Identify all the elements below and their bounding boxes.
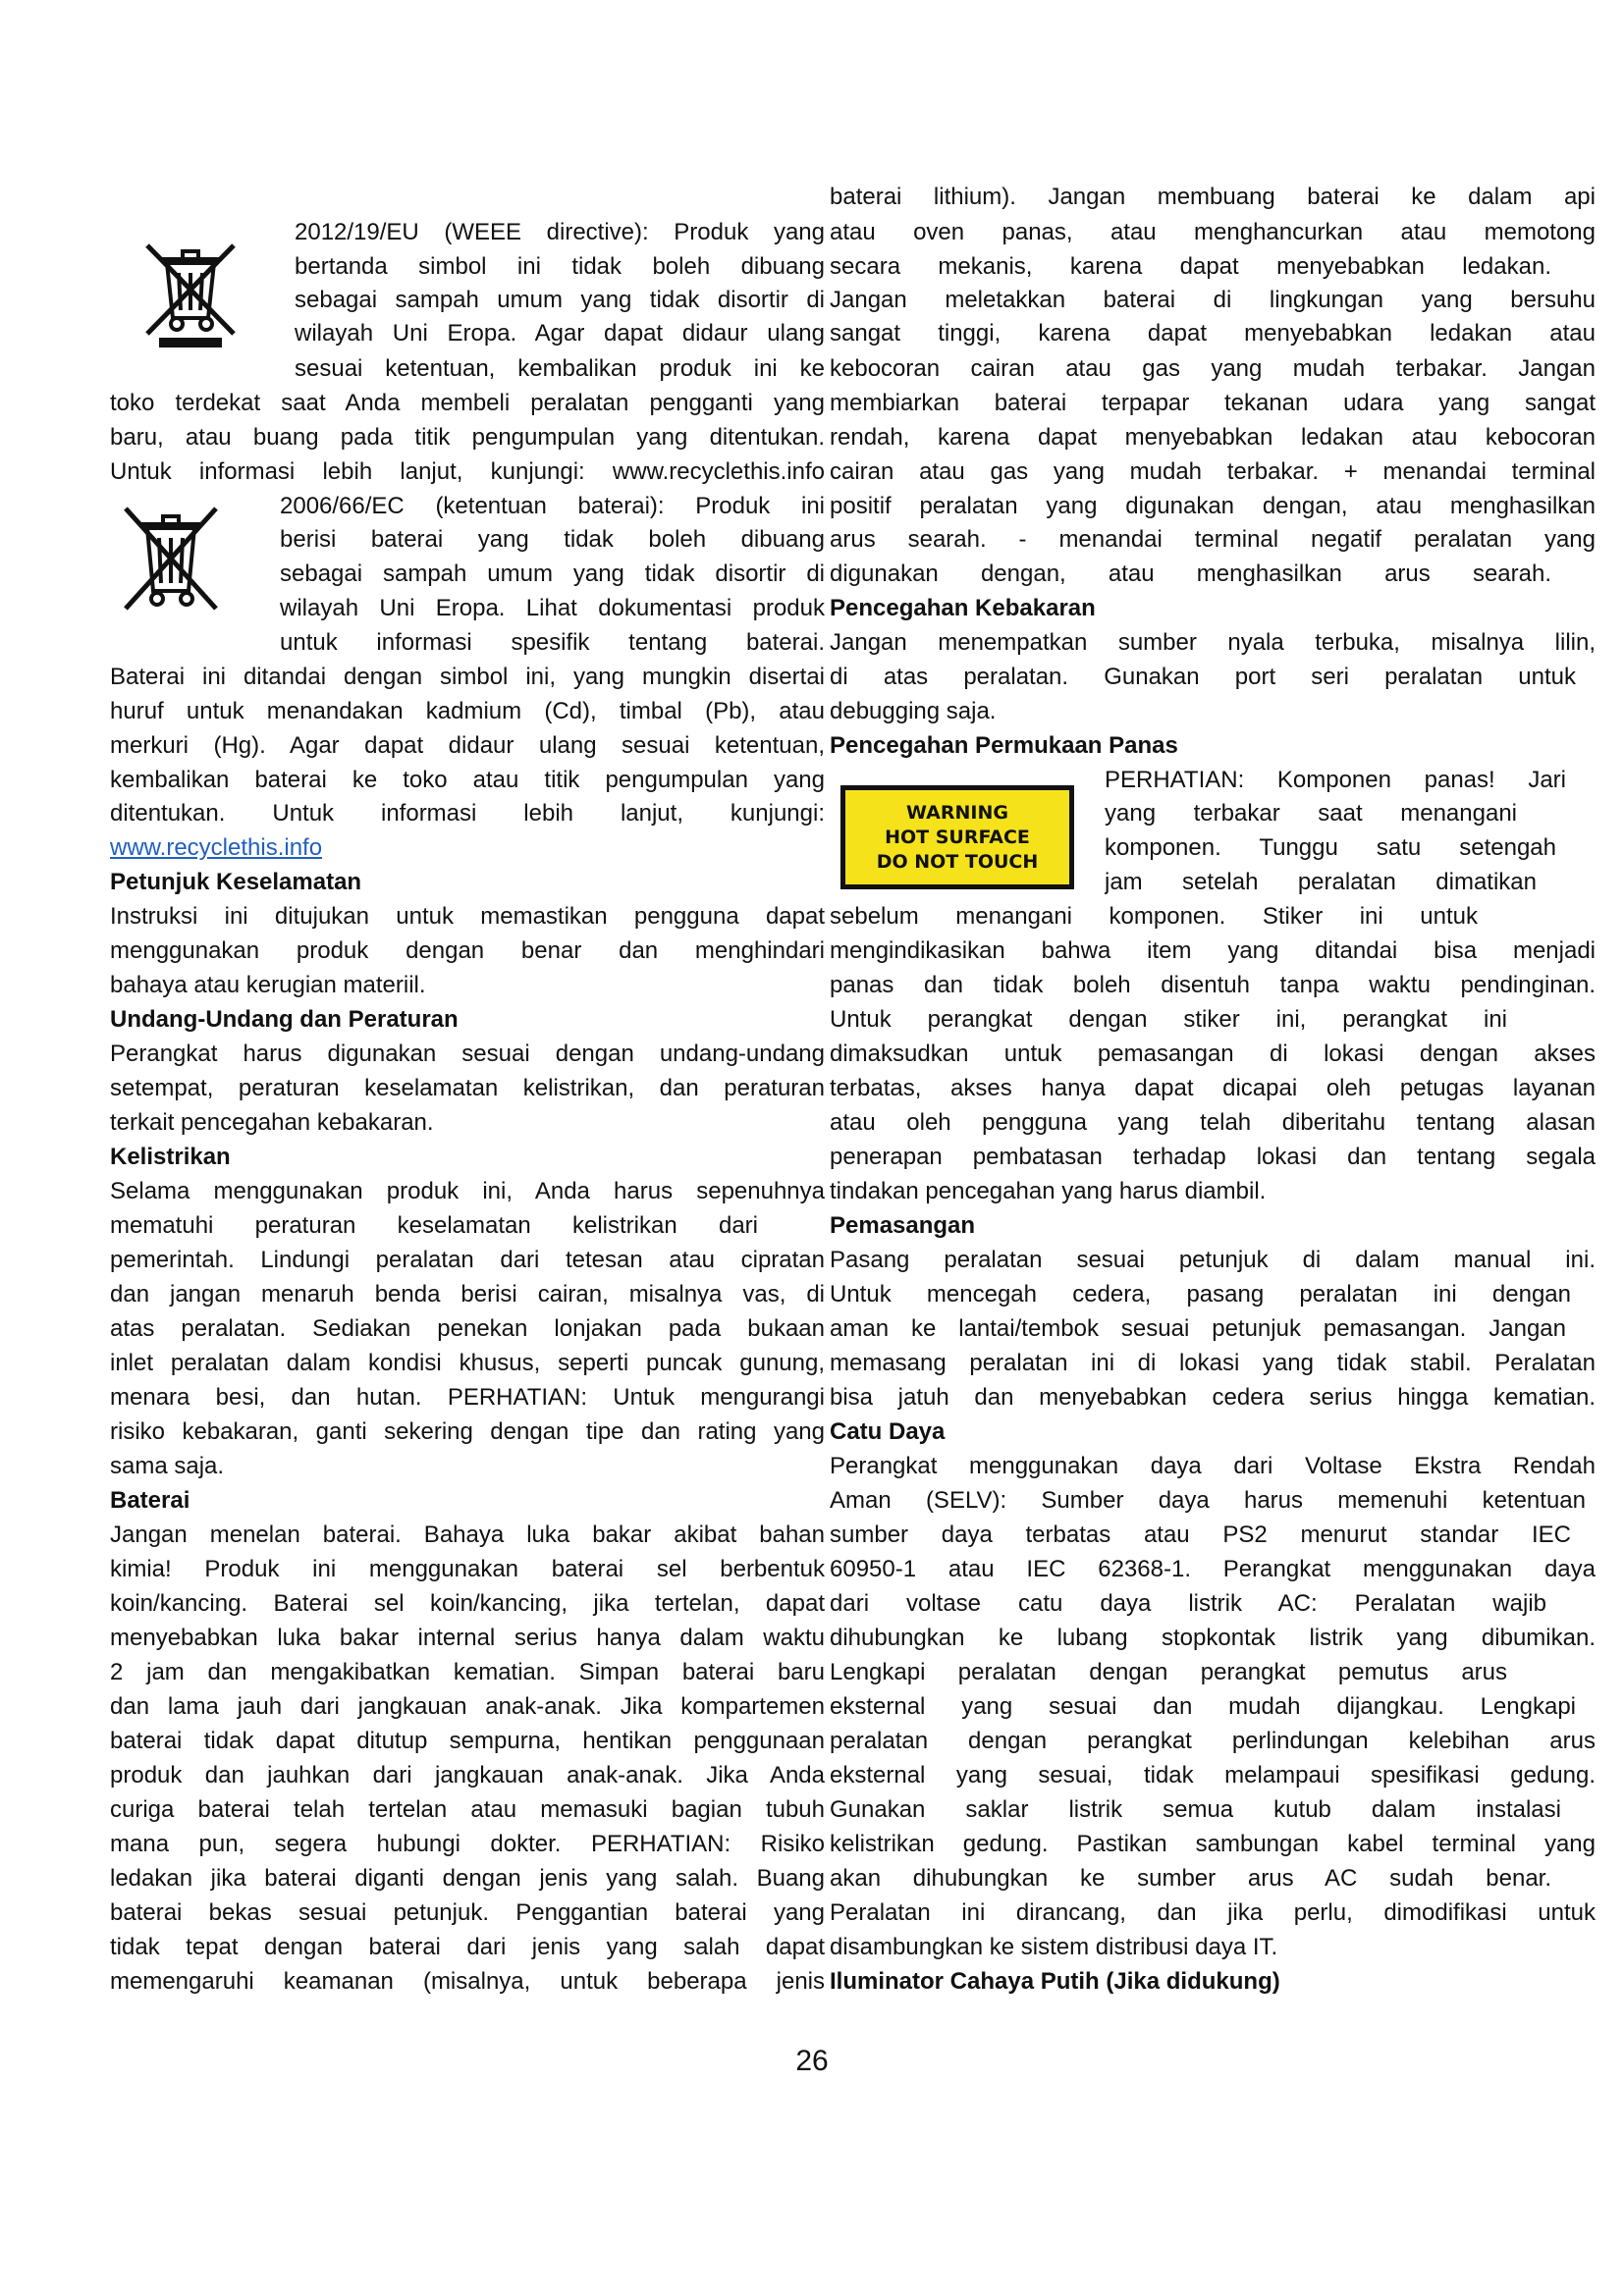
left-text-line: berisi baterai yang tidak boleh dibuang: [280, 526, 825, 553]
right-text-line: Jangan menempatkan sumber nyala terbuka, misalnya lilin,: [830, 629, 1596, 656]
right-text-line: arus searah. - menandai terminal negatif peralatan yang: [830, 526, 1596, 553]
left-text-line: menggunakan produk dengan benar dan menghindari: [110, 937, 825, 964]
left-text-line: 2 jam dan mengakibatkan kematian. Simpan baterai baru: [110, 1659, 825, 1685]
right-text-line: Untuk mencegah cedera, pasang peralatan ini dengan: [830, 1281, 1571, 1308]
left-text-line: sama saja.: [110, 1453, 225, 1479]
left-text-line: dan lama jauh dari jangkauan anak-anak. Jika kompartemen: [110, 1693, 825, 1720]
left-text-line: huruf untuk menandakan kadmium (Cd), timbal (Pb), atau: [110, 698, 825, 724]
left-text-line: 2006/66/EC (ketentuan baterai): Produk ini: [280, 493, 825, 519]
warning-sign-line: WARNING: [906, 801, 1008, 824]
right-heading: Iluminator Cahaya Putih (Jika didukung): [830, 1968, 1280, 1995]
left-text-line: sesuai ketentuan, kembalikan produk ini ke: [295, 355, 825, 382]
right-text-line: 60950-1 atau IEC 62368-1. Perangkat menggunakan daya: [830, 1556, 1596, 1582]
right-text-line: cairan atau gas yang mudah terbakar. + menandai terminal: [830, 458, 1596, 485]
right-text-line: digunakan dengan, atau menghasilkan arus searah.: [830, 561, 1551, 587]
right-text-line: memasang peralatan ini di lokasi yang tidak stabil. Peralatan: [830, 1350, 1596, 1376]
left-text-line: mana pun, segera hubungi dokter. PERHATIAN: Risiko: [110, 1831, 825, 1857]
left-text-line: tidak tepat dengan baterai dari jenis yang salah dapat: [110, 1934, 825, 1960]
right-text-line: komponen. Tunggu satu setengah: [1105, 834, 1556, 861]
left-text-line: 2012/19/EU (WEEE directive): Produk yang: [295, 219, 825, 245]
right-heading: Pencegahan Kebakaran: [830, 595, 1096, 621]
right-text-line: rendah, karena dapat menyebabkan ledakan atau kebocoran: [830, 424, 1596, 451]
left-text-line: bahaya atau kerugian materiil.: [110, 972, 426, 998]
page-number: 26: [795, 2045, 829, 2077]
right-text-line: positif peralatan yang digunakan dengan, atau menghasilkan: [830, 493, 1596, 519]
left-heading: Petunjuk Keselamatan: [110, 869, 362, 895]
weee-crossed-bin-icon: [137, 236, 244, 349]
warning-sign-line: DO NOT TOUCH: [876, 850, 1039, 873]
right-text-line: eksternal yang sesuai, tidak melampaui spesifikasi gedung.: [830, 1762, 1596, 1789]
right-heading: Pemasangan: [830, 1212, 976, 1239]
left-text-line: Baterai ini ditandai dengan simbol ini, yang mungkin disertai: [110, 664, 825, 690]
left-text-line: wilayah Uni Eropa. Agar dapat didaur ulang: [295, 320, 825, 347]
left-text-line: inlet peralatan dalam kondisi khusus, seperti puncak gunung,: [110, 1350, 825, 1376]
right-text-line: penerapan pembatasan terhadap lokasi dan tentang segala: [830, 1144, 1596, 1170]
left-text-line: toko terdekat saat Anda membeli peralatan pengganti yang: [110, 390, 825, 416]
left-text-line: kembalikan baterai ke toko atau titik pengumpulan yang: [110, 767, 825, 793]
right-text-line: Lengkapi peralatan dengan perangkat pemutus arus: [830, 1659, 1507, 1685]
right-text-line: PERHATIAN: Komponen panas! Jari: [1105, 767, 1566, 793]
left-heading: Undang-Undang dan Peraturan: [110, 1006, 459, 1033]
left-text-line: menyebabkan luka bakar internal serius hanya dalam waktu: [110, 1625, 825, 1651]
left-text-line: Instruksi ini ditujukan untuk memastikan pengguna dapat: [110, 903, 825, 930]
left-text-line: baterai tidak dapat ditutup sempurna, hentikan penggunaan: [110, 1728, 825, 1754]
left-text-line: mematuhi peraturan keselamatan kelistrikan dari: [110, 1212, 758, 1239]
left-text-line: untuk informasi spesifik tentang baterai.: [280, 629, 825, 656]
right-text-line: Peralatan ini dirancang, dan jika perlu, dimodifikasi untuk: [830, 1899, 1596, 1926]
right-text-line: dihubungkan ke lubang stopkontak listrik yang dibumikan.: [830, 1625, 1596, 1651]
right-text-line: terbatas, akses hanya dapat dicapai oleh petugas layanan: [830, 1075, 1596, 1101]
left-text-line: Jangan menelan baterai. Bahaya luka bakar akibat bahan: [110, 1522, 825, 1548]
left-link[interactable]: www.recyclethis.info: [110, 834, 323, 861]
left-text-line: bertanda simbol ini tidak boleh dibuang: [295, 253, 825, 280]
hot-surface-warning-sign: [840, 785, 1074, 889]
right-text-line: membiarkan baterai terpapar tekanan udara yang sangat: [830, 390, 1596, 416]
left-text-line: Selama menggunakan produk ini, Anda harus sepenuhnya: [110, 1178, 825, 1204]
right-text-line: di atas peralatan. Gunakan port seri peralatan untuk: [830, 664, 1576, 690]
left-text-line: curiga baterai telah tertelan atau memasuki bagian tubuh: [110, 1796, 825, 1823]
left-text-line: ledakan jika baterai diganti dengan jenis yang salah. Buang: [110, 1865, 825, 1892]
left-text-line: pemerintah. Lindungi peralatan dari tetesan atau cipratan: [110, 1247, 825, 1273]
right-text-line: debugging saja.: [830, 698, 997, 724]
right-text-line: Gunakan saklar listrik semua kutub dalam instalasi: [830, 1796, 1561, 1823]
right-text-line: atau oven panas, atau menghancurkan atau memotong: [830, 219, 1596, 245]
left-text-line: setempat, peraturan keselamatan kelistrikan, dan peraturan: [110, 1075, 825, 1101]
right-heading: Catu Daya: [830, 1418, 946, 1445]
left-text-line: koin/kancing. Baterai sel koin/kancing, jika tertelan, dapat: [110, 1590, 825, 1617]
left-text-line: Perangkat harus digunakan sesuai dengan undang-undang: [110, 1041, 825, 1067]
left-text-line: menara besi, dan hutan. PERHATIAN: Untuk mengurangi: [110, 1384, 825, 1411]
right-heading: Pencegahan Permukaan Panas: [830, 732, 1178, 759]
left-text-line: ditentukan. Untuk informasi lebih lanjut, kunjungi:: [110, 800, 825, 827]
left-text-line: merkuri (Hg). Agar dapat didaur ulang sesuai ketentuan,: [110, 732, 825, 759]
left-text-line: sebagai sampah umum yang tidak disortir di: [295, 287, 825, 313]
left-text-line: produk dan jauhkan dari jangkauan anak-anak. Jika Anda: [110, 1762, 825, 1789]
right-text-line: tindakan pencegahan yang harus diambil.: [830, 1178, 1267, 1204]
right-text-line: kelistrikan gedung. Pastikan sambungan kabel terminal yang: [830, 1831, 1596, 1857]
left-text-line: dan jangan menaruh benda berisi cairan, misalnya vas, di: [110, 1281, 825, 1308]
battery-crossed-bin-icon: [118, 501, 224, 614]
left-heading: Baterai: [110, 1487, 190, 1514]
right-text-line: kebocoran cairan atau gas yang mudah terbakar. Jangan: [830, 355, 1596, 382]
right-text-line: baterai lithium). Jangan membuang baterai ke dalam api: [830, 184, 1596, 210]
right-text-line: disambungkan ke sistem distribusi daya IT.: [830, 1934, 1278, 1960]
left-text-line: atas peralatan. Sediakan penekan lonjakan pada bukaan: [110, 1315, 825, 1342]
right-text-line: Untuk perangkat dengan stiker ini, perangkat ini: [830, 1006, 1507, 1033]
right-text-line: aman ke lantai/tembok sesuai petunjuk pemasangan. Jangan: [830, 1315, 1566, 1342]
right-text-line: Aman (SELV): Sumber daya harus memenuhi ketentuan: [830, 1487, 1586, 1514]
left-text-line: baterai bekas sesuai petunjuk. Penggantian baterai yang: [110, 1899, 825, 1926]
right-text-line: eksternal yang sesuai dan mudah dijangkau. Lengkapi: [830, 1693, 1576, 1720]
left-heading: Kelistrikan: [110, 1144, 231, 1170]
right-text-line: jam setelah peralatan dimatikan: [1105, 869, 1537, 895]
right-text-line: mengindikasikan bahwa item yang ditandai bisa menjadi: [830, 937, 1596, 964]
right-text-line: yang terbakar saat menangani: [1105, 800, 1517, 827]
right-text-line: Pasang peralatan sesuai petunjuk di dalam manual ini.: [830, 1247, 1596, 1273]
right-text-line: Jangan meletakkan baterai di lingkungan yang bersuhu: [830, 287, 1596, 313]
right-text-line: sebelum menangani komponen. Stiker ini untuk: [830, 903, 1478, 930]
left-text-line: Untuk informasi lebih lanjut, kunjungi: www.recyclethis.info: [110, 458, 825, 485]
right-text-line: sangat tinggi, karena dapat menyebabkan ledakan atau: [830, 320, 1596, 347]
right-text-line: panas dan tidak boleh disentuh tanpa waktu pendinginan.: [830, 972, 1596, 998]
warning-sign-line: HOT SURFACE: [885, 826, 1030, 848]
left-text-line: risiko kebakaran, ganti sekering dengan tipe dan rating yang: [110, 1418, 825, 1445]
right-text-line: peralatan dengan perangkat perlindungan kelebihan arus: [830, 1728, 1596, 1754]
left-text-line: terkait pencegahan kebakaran.: [110, 1109, 434, 1136]
right-text-line: sumber daya terbatas atau PS2 menurut standar IEC: [830, 1522, 1571, 1548]
right-text-line: secara mekanis, karena dapat menyebabkan ledakan.: [830, 253, 1551, 280]
left-text-line: wilayah Uni Eropa. Lihat dokumentasi produk: [280, 595, 825, 621]
right-text-line: dari voltase catu daya listrik AC: Peralatan wajib: [830, 1590, 1546, 1617]
left-text-line: sebagai sampah umum yang tidak disortir di: [280, 561, 825, 587]
right-text-line: atau oleh pengguna yang telah diberitahu tentang alasan: [830, 1109, 1596, 1136]
right-text-line: dimaksudkan untuk pemasangan di lokasi dengan akses: [830, 1041, 1596, 1067]
left-text-line: memengaruhi keamanan (misalnya, untuk beberapa jenis: [110, 1968, 825, 1995]
left-text-line: kimia! Produk ini menggunakan baterai sel berbentuk: [110, 1556, 825, 1582]
right-text-line: bisa jatuh dan menyebabkan cedera serius hingga kematian.: [830, 1384, 1596, 1411]
right-text-line: akan dihubungkan ke sumber arus AC sudah benar.: [830, 1865, 1551, 1892]
left-text-line: baru, atau buang pada titik pengumpulan yang ditentukan.: [110, 424, 825, 451]
right-text-line: Perangkat menggunakan daya dari Voltase Ekstra Rendah: [830, 1453, 1596, 1479]
